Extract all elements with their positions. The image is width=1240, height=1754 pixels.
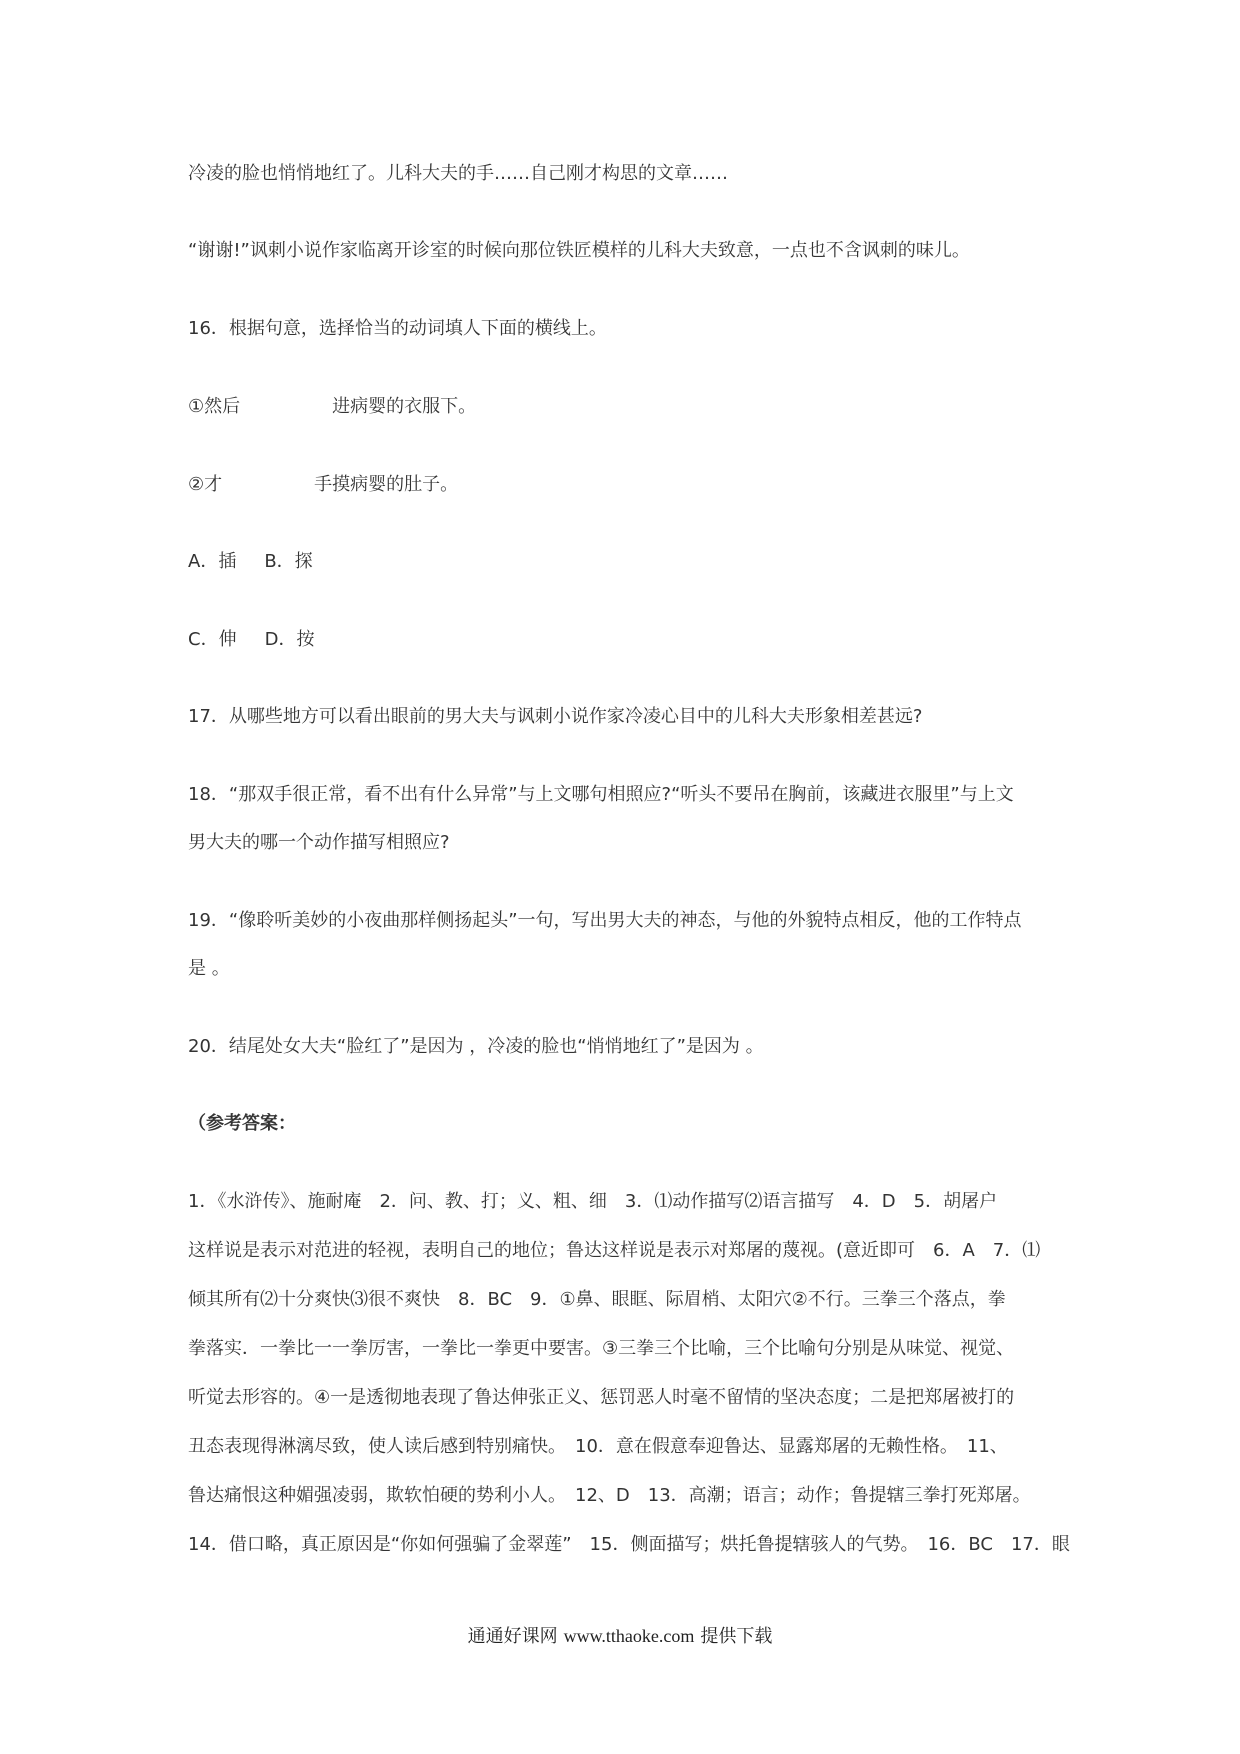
question-16-item-1 <box>188 394 476 420</box>
question-16-stem: 16．根据句意，选择恰当的动词填人下面的横线上。 <box>188 318 607 339</box>
answer-line-1: 1．《水浒传》、施耐庵 2．问、教、打；义、粗、细 3．⑴动作描写⑵语言描写 4．D 5．胡屠户 <box>188 1191 998 1212</box>
option-d: D．按 <box>264 629 315 650</box>
question-19-line-2: 是 。 <box>188 958 230 979</box>
footer-url[interactable]: www.tthaoke.com <box>563 1626 695 1646</box>
question-16-item-2 <box>188 472 458 498</box>
footer-tail: 提供下载 <box>700 1626 773 1647</box>
item-1-prefix: ①然后 <box>188 396 241 417</box>
option-c: C．伸 <box>188 629 237 650</box>
footer-site-name: 通通好课网 <box>467 1626 558 1647</box>
question-19-line-1: 19．“像聆听美妙的小夜曲那样侧扬起头”一句，写出男大夫的神态，与他的外貌特点相反，他的工作特点 <box>188 910 1022 931</box>
question-16-options-ab <box>188 549 313 575</box>
question-18-line-1: 18．“那双手很正常，看不出有什么异常”与上文哪句相照应?“听头不要吊在胸前，该藏进衣服里”与上文 <box>188 784 1014 805</box>
answer-line-6: 丑态表现得淋漓尽致，使人读后感到特别痛快。 10．意在假意奉迎鲁达、显露郑屠的无赖性格。 11、 <box>188 1436 1008 1457</box>
item-2-suffix: 手摸病婴的肚子。 <box>314 474 459 495</box>
answers-heading: （参考答案： <box>188 1113 296 1134</box>
item-1-suffix: 进病婴的衣服下。 <box>332 396 477 417</box>
question-16-options-cd <box>188 627 314 653</box>
question-17: 17．从哪些地方可以看出眼前的男大夫与讽刺小说作家冷凌心目中的儿科大夫形象相差甚远? <box>188 706 923 727</box>
question-20: 20．结尾处女大夫“脸红了”是因为 ，冷凌的脸也“悄悄地红了”是因为 。 <box>188 1036 764 1057</box>
answer-line-8: 14．借口略，真正原因是“你如何强骗了金翠莲” 15．侧面描写；烘托鲁提辖骇人的气势。 16．BC 17．眼 <box>188 1534 1070 1555</box>
answer-line-7: 鲁达痛恨这种媚强凌弱，欺软怕硬的势利小人。 12、D 13．高潮；语言；动作；鲁提辖三拳打死郑屠。 <box>188 1485 1031 1506</box>
answer-line-2: 这样说是表示对范进的轻视，表明自己的地位；鲁达这样说是表示对郑屠的蔑视。(意近即可 6．A 7．⑴ <box>188 1240 1041 1261</box>
option-b: B．探 <box>264 551 313 572</box>
page-footer <box>0 1623 1240 1650</box>
answer-line-4: 拳落实．一拳比一一拳厉害，一拳比一拳更中要害。③三拳三个比喻，三个比喻句分别是从味觉、视觉、 <box>188 1338 1015 1359</box>
story-line-2: “谢谢!”讽刺小说作家临离开诊室的时候向那位铁匠模样的儿科大夫致意，一点也不含讽刺的味儿。 <box>188 240 970 261</box>
answer-line-3: 倾其所有⑵十分爽快⑶很不爽快 8．BC 9．①鼻、眼眶、际眉梢、太阳穴②不行。三拳三个落点，拳 <box>188 1289 1006 1310</box>
question-18-line-2: 男大夫的哪一个动作描写相照应? <box>188 832 450 853</box>
story-line-1: 冷凌的脸也悄悄地红了。儿科大夫的手……自己刚才构思的文章…… <box>188 163 728 184</box>
answer-line-5: 听觉去形容的。④一是透彻地表现了鲁达伸张正义、惩罚恶人时毫不留情的坚决态度；二是把郑屠被打的 <box>188 1387 1015 1408</box>
item-2-prefix: ②才 <box>188 474 223 495</box>
option-a: A．插 <box>188 551 237 572</box>
